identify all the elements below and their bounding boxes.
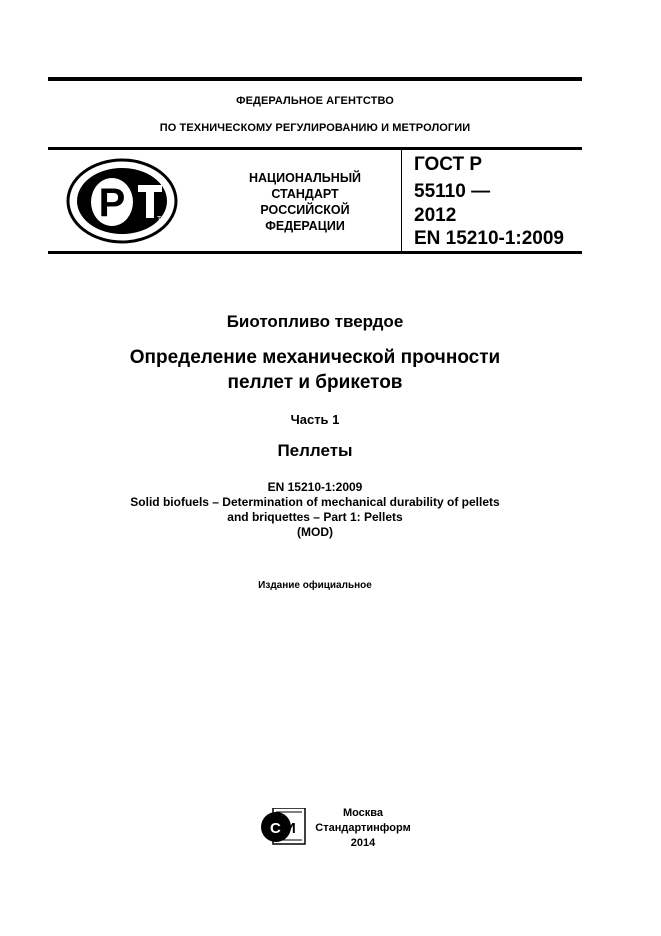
agency-name-line1: ФЕДЕРАЛЬНОЕ АГЕНТСТВО xyxy=(236,95,394,107)
svg-text:С: С xyxy=(270,820,281,837)
publisher-info xyxy=(314,806,412,851)
national-standard-line: СТАНДАРТ xyxy=(271,187,339,201)
national-standard-line: РОССИЙСКОЙ xyxy=(260,203,350,217)
gost-designation: ГОСТ Р xyxy=(414,154,483,175)
part-label: Часть 1 xyxy=(290,412,340,427)
mod-label: (MOD) xyxy=(297,525,333,539)
english-title-line2: and briquettes – Part 1: Pellets xyxy=(227,510,403,524)
document-title: Биотопливо твердое xyxy=(226,312,404,331)
document-subtitle: Пеллеты xyxy=(277,441,353,460)
gost-number: 55110 — xyxy=(414,181,491,202)
svg-text:Т: Т xyxy=(157,216,162,223)
national-standard-line: НАЦИОНАЛЬНЫЙ xyxy=(248,171,362,185)
standard-box-top-rule xyxy=(48,147,582,150)
rst-certification-mark-icon xyxy=(66,158,178,244)
document-heading-line1: Определение механической прочности xyxy=(129,347,501,368)
national-standard-line: ФЕДЕРАЦИИ xyxy=(265,219,345,233)
svg-text:И: И xyxy=(285,820,296,837)
en-reference: EN 15210-1:2009 xyxy=(414,228,564,249)
publication-year: 2014 xyxy=(350,837,376,849)
standard-box-divider xyxy=(401,150,402,252)
standartinform-logo-icon xyxy=(259,808,307,846)
official-edition-label: Издание официальное xyxy=(258,580,372,591)
english-title-line1: Solid biofuels – Determination of mechanical durability of pellets xyxy=(130,495,500,509)
standard-box-bottom-rule xyxy=(48,251,582,254)
gost-year: 2012 xyxy=(414,205,457,226)
agency-name-line2: ПО ТЕХНИЧЕСКОМУ РЕГУЛИРОВАНИЮ И МЕТРОЛОГИИ xyxy=(159,122,471,134)
publisher-city: Москва xyxy=(342,807,384,819)
svg-text:Р: Р xyxy=(98,181,126,225)
document-heading-line2: пеллет и брикетов xyxy=(227,372,403,393)
national-standard-label xyxy=(236,170,374,234)
top-rule xyxy=(48,77,582,81)
publisher-name: Стандартинформ xyxy=(315,822,411,834)
en-standard-reference: EN 15210-1:2009 xyxy=(267,480,363,494)
